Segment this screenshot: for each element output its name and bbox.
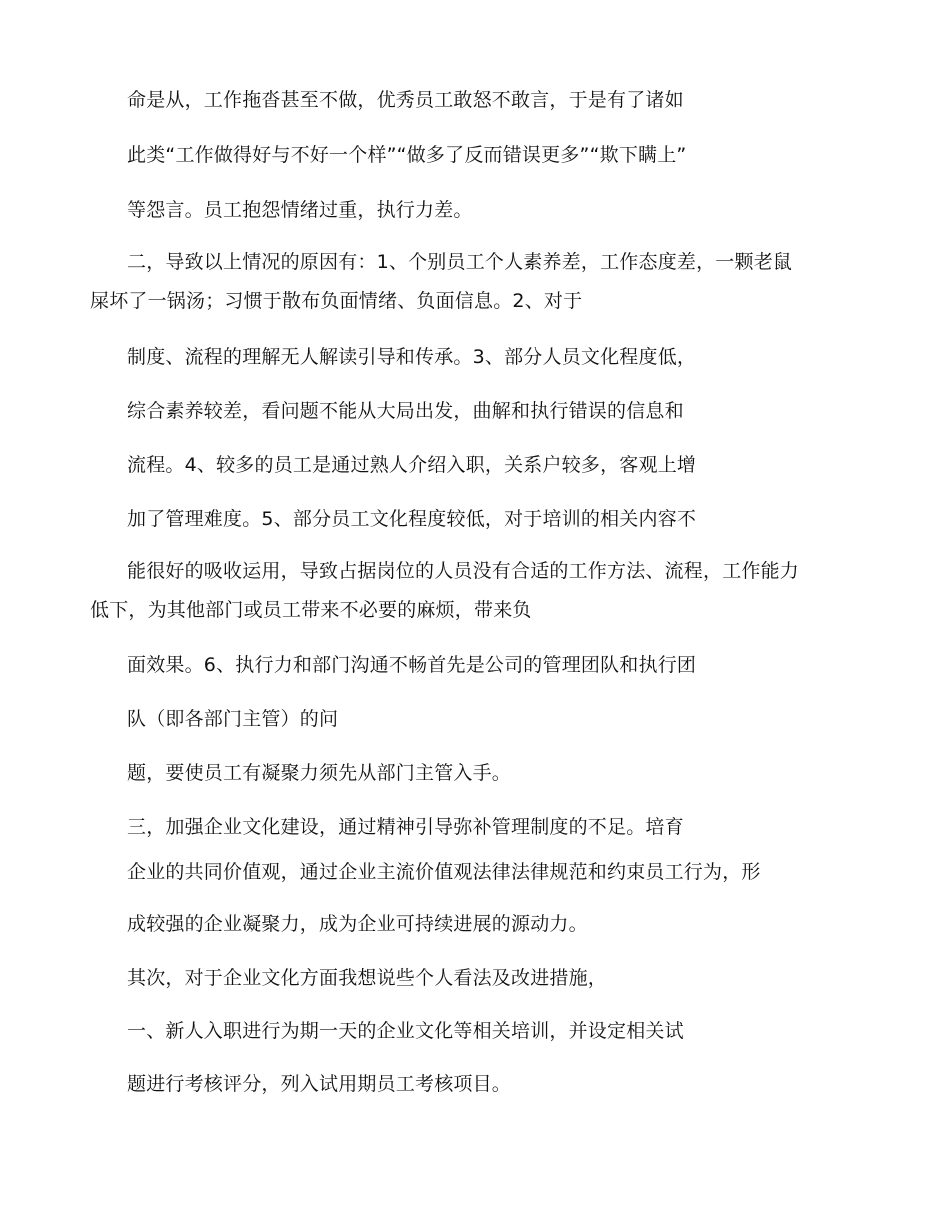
text-line: 其次，对于企业文化方面我想说些个人看法及改进措施，	[127, 967, 608, 989]
text-line: 综合素养较差，看问题不能从大局出发，曲解和执行错误的信息和	[127, 400, 684, 422]
text-line: 题，要使员工有凝聚力须先从部门主管入手。	[127, 762, 512, 784]
text-line: 题进行考核评分，列入试用期员工考核项目。	[127, 1073, 512, 1095]
text-line: 企业的共同价值观，通过企业主流价值观法律法律规范和约束员工行为，形	[127, 861, 761, 883]
text-line: 低下，为其他部门或员工带来不必要的麻烦，带来负	[90, 599, 532, 621]
text-line: 一、新人入职进行为期一天的企业文化等相关培训，并设定相关试	[127, 1020, 684, 1042]
text-line: 二，导致以上情况的原因有：1、个别员工个人素养差，工作态度差，一颗老鼠	[127, 251, 793, 273]
text-line: 命是从，工作拖沓甚至不做，优秀员工敢怒不敢言，于是有了诸如	[127, 89, 684, 111]
text-line: 流程。4、较多的员工是通过熟人介绍入职，关系户较多，客观上增	[127, 454, 697, 476]
text-line: 等怨言。员工抱怨情绪过重，执行力差。	[127, 199, 473, 221]
text-line: 能很好的吸收运用，导致占据岗位的人员没有合适的工作方法、流程，工作能力	[127, 560, 800, 582]
text-line: 三，加强企业文化建设，通过精神引导弥补管理制度的不足。培育	[127, 816, 684, 838]
text-line: 屎坏了一锅汤；习惯于散布负面情绪、负面信息。2、对于	[90, 290, 583, 312]
text-line: 面效果。6、执行力和部门沟通不畅首先是公司的管理团队和执行团	[127, 654, 697, 676]
text-line: 成较强的企业凝聚力，成为企业可持续进展的源动力。	[127, 913, 588, 935]
text-line: 制度、流程的理解无人解读引导和传承。3、部分人员文化程度低，	[127, 346, 697, 368]
text-line: 队（即各部门主管）的问	[127, 708, 339, 730]
text-line: 此类“工作做得好与不好一个样”“做多了反而错误更多”“欺下瞒上”	[127, 144, 687, 166]
text-line: 加了管理难度。5、部分员工文化程度较低，对于培训的相关内容不	[127, 508, 697, 530]
